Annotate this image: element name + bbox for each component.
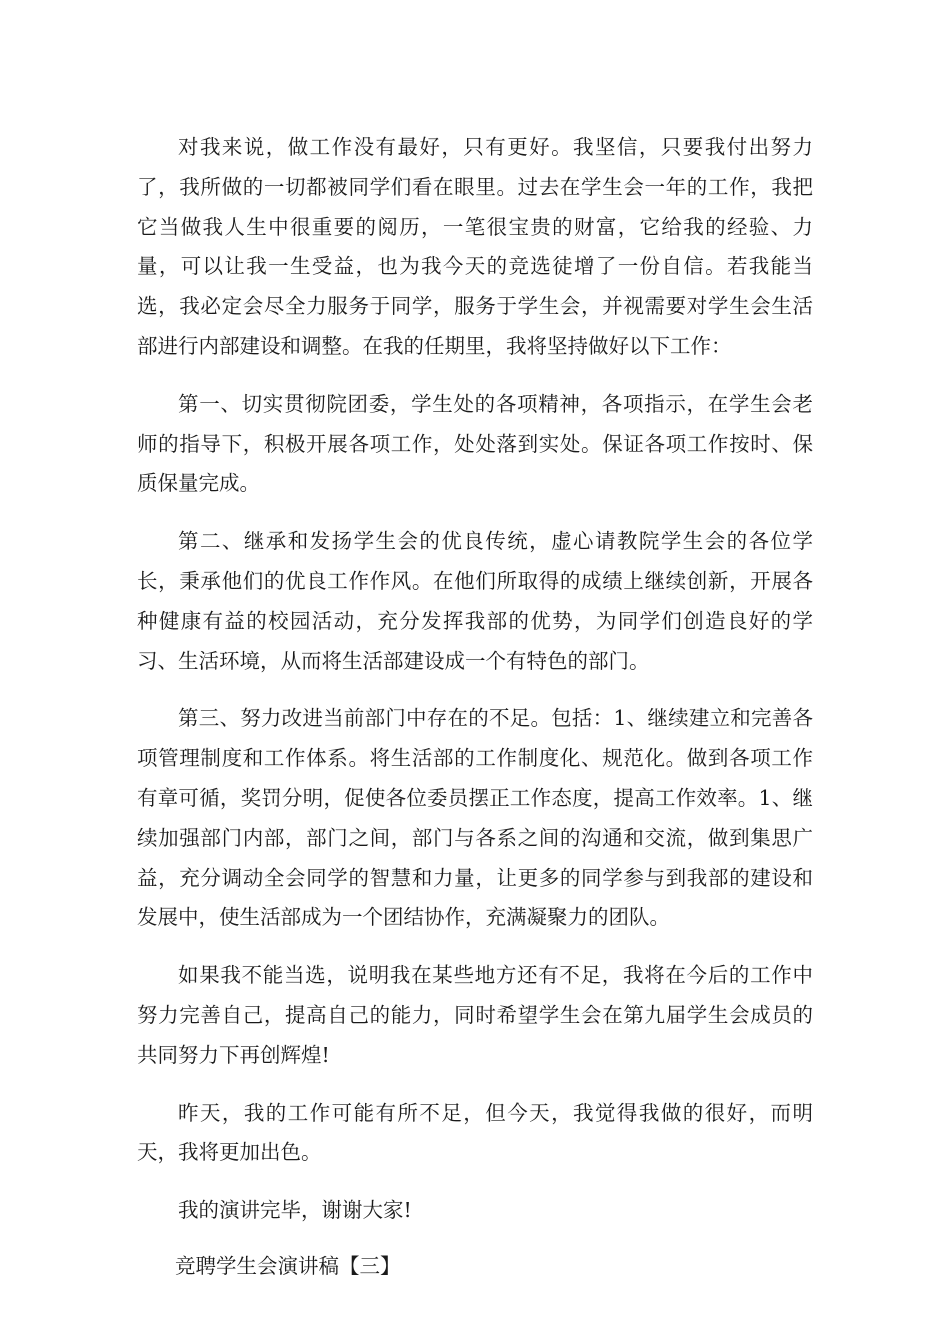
paragraph-yesterday-today: 昨天，我的工作可能有所不足，但今天，我觉得我做的很好，而明天，我将更加出色。 [137, 1100, 813, 1165]
paragraph-if-not-elected: 如果我不能当选，说明我在某些地方还有不足，我将在今后的工作中努力完善自己，提高自己的能力，同时希望学生会在第九届学生会成员的共同努力下再创辉煌! [137, 963, 813, 1067]
paragraph-point-two: 第二、继承和发扬学生会的优良传统，虚心请教院学生会的各位学长，秉承他们的优良工作作风。在他们所取得的成绩上继续创新，开展各种健康有益的校园活动，充分发挥我部的优势，为同学们创造良好的学习、生活环境，从而将生活部建设成一个有特色的部门。 [137, 529, 813, 673]
document-body [137, 128, 813, 1287]
section-heading: 竞聘学生会演讲稿【三】 [175, 1253, 401, 1278]
paragraph-closing: 我的演讲完毕，谢谢大家! [178, 1198, 412, 1223]
paragraph-point-one: 第一、切实贯彻院团委，学生处的各项精神，各项指示，在学生会老师的指导下，积极开展各项工作，处处落到实处。保证各项工作按时、保质保量完成。 [137, 391, 813, 496]
paragraph-point-three: 第三、努力改进当前部门中存在的不足。包括：1、继续建立和完善各项管理制度和工作体系。将生活部的工作制度化、规范化。做到各项工作有章可循，奖罚分明，促使各位委员摆正工作态度，提高工作效率。1、继续加强部门内部，部门之间，部门与各系之间的沟通和交流，做到集思广益，充分调动全会同学的智慧和力量，让更多的同学参与到我部的建设和发展中，使生活部成为一个团结协作，充满凝聚力的团队。 [137, 706, 813, 930]
paragraph-intro: 对我来说，做工作没有最好，只有更好。我坚信，只要我付出努力了，我所做的一切都被同学们看在眼里。过去在学生会一年的工作，我把它当做我人生中很重要的阅历，一笔很宝贵的财富，它给我的经验、力量，可以让我一生受益，也为我今天的竞选徒增了一份自信。若我能当选，我必定会尽全力服务于同学，服务于学生会，并视需要对学生会生活部进行内部建设和调整。在我的任期里，我将坚持做好以下工作： [137, 135, 813, 358]
